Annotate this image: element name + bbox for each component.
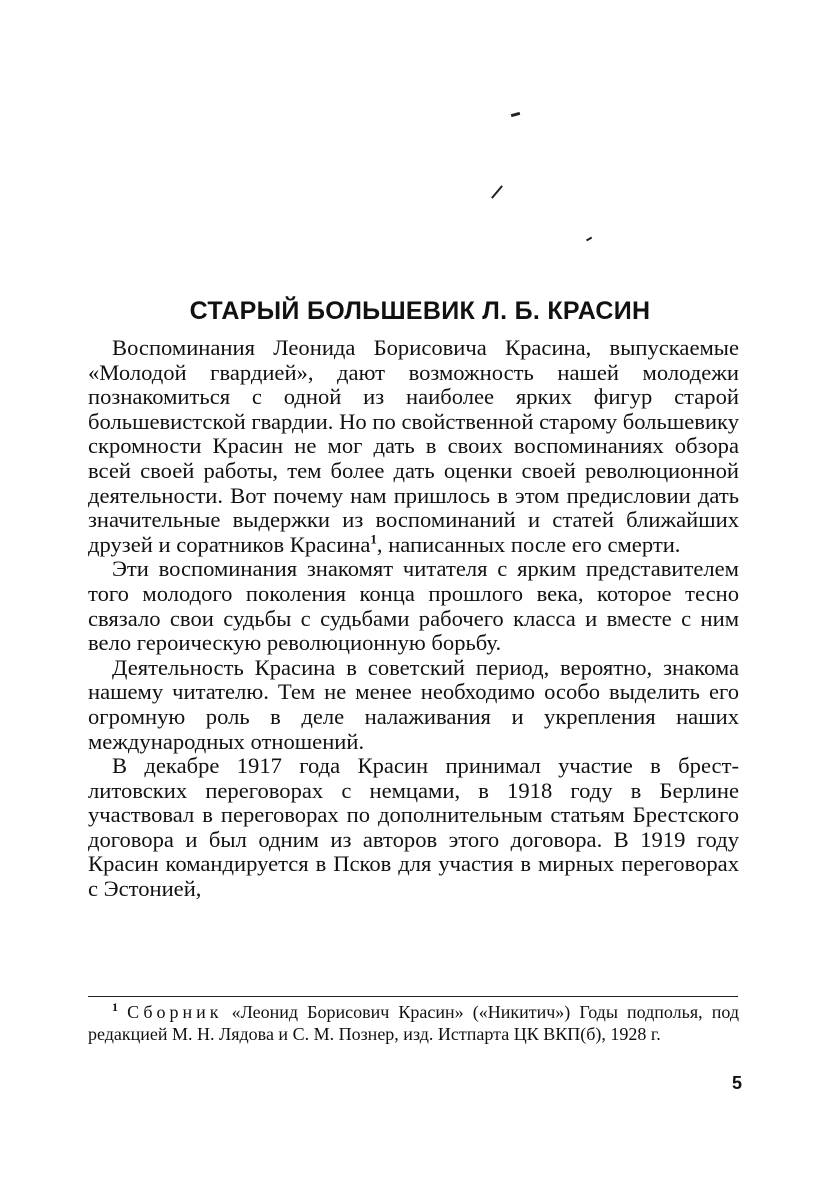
paragraph: Деятельность Красина в советский период, вероятно, знакома нашему читателю. Тем не менее необходимо особо выделить его огромную роль в деле налаживания и укрепления наших международных отношений.: [88, 654, 739, 754]
paragraph: Эти воспоминания знакомят читателя с ярким представителем того молодого поколения конца прошлого века, которое тесно связало свои судьбы с судьбами рабочего класса и вместе с ним вело героическую революционную борьбу.: [88, 556, 739, 656]
footnote-text: «Леонид Борисович Красин» («Никитич») Годы подполья, под редакцией М. Н. Лядова и С. М. Познер, изд. Истпарта ЦК ВКП(б), 1928 г.: [88, 1002, 740, 1044]
paragraph: [88, 336, 739, 557]
footnote: [88, 1001, 739, 1045]
chapter-title: СТАРЫЙ БОЛЬШЕВИК Л. Б. КРАСИН: [189, 297, 651, 325]
footnote-spaced-word: Сборник: [127, 1002, 223, 1022]
footnote-mark: 1: [112, 1000, 118, 1014]
scan-speck: [586, 237, 592, 241]
page-number: 5: [731, 1073, 742, 1093]
footnote-reference: 1: [370, 531, 377, 547]
paragraph-text: , написанных после его смерти.: [376, 531, 681, 557]
footnote-divider: [88, 996, 738, 997]
scan-speck: [511, 112, 520, 117]
paragraph-text: Воспоминания Леонида Борисовича Красина, выпускаемые «Молодой гвардией», дают возможность нашей молодежи познакомиться с одной из наиболее ярких фигур старой большевистской гвардии. Но по свойственной старому большевику скромности Красин не мог дать в своих воспоминаниях обзора всей своей работы, тем более дать оценки своей революционной деятельности. Вот почему нам пришлось в этом предисловии дать значительные выдержки из воспоминаний и статей ближайших друзей и соратников Красина: [88, 335, 739, 557]
body-text: [88, 336, 739, 902]
scan-speck: [491, 185, 503, 199]
paragraph: В декабре 1917 года Красин принимал участие в брест-литовских переговорах с немцами, в 1918 году в Берлине участвовал в переговорах по дополнительным статьям Брестского договора и был одним из авторов этого договора. В 1919 году Красин командируется в Псков для участия в мирных переговорах с Эстонией,: [88, 753, 739, 902]
